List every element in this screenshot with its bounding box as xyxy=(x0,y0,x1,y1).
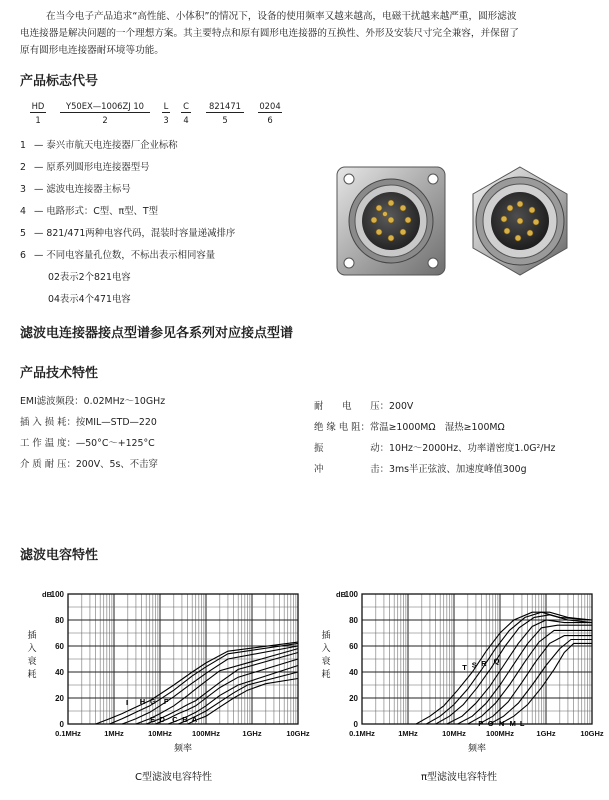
series-label-T: T xyxy=(462,663,467,672)
y-tick-label: 100 xyxy=(50,590,64,599)
series-label-F: F xyxy=(163,696,169,706)
spec-left-4 xyxy=(20,456,158,470)
legend-item-3 xyxy=(20,181,131,195)
x-tick-label: 10MHz xyxy=(148,729,172,738)
legend-num: 4 xyxy=(20,206,26,217)
x-tick-label: 1GHz xyxy=(242,729,262,738)
code-seg-text: 0204 xyxy=(259,101,281,111)
series-label-S: S xyxy=(471,660,477,670)
intro-line-2: 电连接器是解决问题的一个理想方案。其主要特点和原有圆形电连接器的互换性、外形及安装尺寸完全兼容，并保留了 xyxy=(20,28,519,39)
legend-item-2 xyxy=(20,159,149,173)
code-seg-3 xyxy=(162,101,170,125)
y-axis-label-char: 耗 xyxy=(27,670,37,680)
y-unit-label: dB xyxy=(42,590,52,599)
spec-right-1 xyxy=(314,398,413,412)
spec-label: 耐 电 压： xyxy=(314,401,390,412)
spec-right-2 xyxy=(314,419,505,433)
y-axis-label-char: 入 xyxy=(27,644,37,654)
series-label-H: H xyxy=(139,696,146,706)
code-seg-text: L xyxy=(163,101,169,111)
y-axis-label-char: 入 xyxy=(321,644,331,654)
legend-text: — 原系列圆形电连接器型号 xyxy=(34,162,150,173)
code-seg-text: 821471 xyxy=(206,101,244,113)
spec-label: 绝 缘 电 阻： xyxy=(314,422,370,433)
y-tick-label: 60 xyxy=(55,642,64,651)
spec-left-1 xyxy=(20,393,165,407)
intro-line-1: 在当今电子产品追求“高性能、小体积”的情况下，设备的使用频率又越来越高，电磁干扰越来越严重，圆形滤波 xyxy=(46,11,517,22)
legend-num: 6 xyxy=(20,250,26,261)
y-tick-label: 0 xyxy=(59,720,64,729)
y-tick-label: 40 xyxy=(55,668,64,677)
x-tick-label: 10GHz xyxy=(580,729,604,738)
series-label-L: L xyxy=(519,719,525,729)
contact-spectrum-title: 滤波电连接器接点型谱参见各系列对应接点型谱 xyxy=(20,326,294,341)
code-seg-text: HD xyxy=(31,101,45,111)
legend-num: 3 xyxy=(20,184,26,195)
legend-num: 5 xyxy=(20,228,26,239)
y-axis-label-char: 耗 xyxy=(321,670,331,680)
c-type-filter-chart xyxy=(16,586,310,754)
series-label-I: I xyxy=(125,698,129,708)
x-tick-label: 1MHz xyxy=(104,729,124,738)
y-axis-label-char: 衰 xyxy=(321,657,331,667)
series-label-R: R xyxy=(481,659,487,669)
spec-value: 0.02MHz～10GHz xyxy=(83,396,166,407)
series-label-O: O xyxy=(487,719,494,729)
x-tick-label: 0.1MHz xyxy=(349,729,375,738)
square-flange-connector-image xyxy=(333,163,449,279)
spec-label: 插 入 损 耗： xyxy=(20,417,76,428)
spec-label: EMI滤波频段： xyxy=(20,396,84,407)
code-seg-5 xyxy=(206,101,244,125)
spec-value: —50°C～+125°C xyxy=(75,438,155,449)
series-label-M: M xyxy=(509,719,516,729)
x-tick-label: 1GHz xyxy=(536,729,556,738)
code-seg-num: 6 xyxy=(267,115,273,125)
code-seg-2 xyxy=(60,101,150,125)
spec-value: 按MIL—STD—220 xyxy=(75,417,157,428)
y-tick-label: 60 xyxy=(349,642,358,651)
y-tick-label: 20 xyxy=(349,694,358,703)
legend-text: — 泰兴市航天电连接器厂企业标称 xyxy=(34,140,178,151)
legend-item-1 xyxy=(20,137,178,151)
y-axis-label-char: 插 xyxy=(27,631,37,641)
x-tick-label: 10GHz xyxy=(286,729,310,738)
round-nut-connector-image xyxy=(462,163,578,279)
capacitor-curve-title: 滤波电容特性 xyxy=(20,548,99,563)
x-tick-label: 100MHz xyxy=(486,729,514,738)
y-tick-label: 0 xyxy=(353,720,358,729)
spec-right-3 xyxy=(314,440,555,454)
spec-left-3 xyxy=(20,435,155,449)
y-tick-label: 100 xyxy=(344,590,358,599)
legend-item-4 xyxy=(20,203,158,217)
legend-item-6 xyxy=(20,247,215,261)
series-label-A: A xyxy=(191,715,198,724)
series-label-Q: Q xyxy=(493,656,500,666)
spec-label: 工 作 温 度： xyxy=(20,438,76,449)
spec-label: 振 动： xyxy=(314,443,390,454)
spec-left-2 xyxy=(20,414,157,428)
y-tick-label: 80 xyxy=(349,616,358,625)
series-label-D: D xyxy=(159,715,165,724)
y-tick-label: 40 xyxy=(349,668,358,677)
series-label-C: C xyxy=(172,715,178,724)
c-type-chart-caption: C型滤波电容特性 xyxy=(135,772,212,783)
spec-value: 3ms半正弦波、加速度峰值300g xyxy=(389,464,527,475)
legend-sub-1: 02表示2个821电容 xyxy=(48,272,131,283)
code-seg-num: 4 xyxy=(183,115,189,125)
spec-value: 常温≥1000MΩ 湿热≥100MΩ xyxy=(369,422,505,433)
pi-type-chart-caption: π型滤波电容特性 xyxy=(421,772,498,783)
pi-type-filter-chart xyxy=(310,586,604,754)
legend-num: 2 xyxy=(20,162,26,173)
code-seg-num: 1 xyxy=(35,115,41,125)
x-tick-label: 0.1MHz xyxy=(55,729,81,738)
code-seg-num: 2 xyxy=(102,115,108,125)
x-tick-label: 10MHz xyxy=(442,729,466,738)
marking-title: 产品标志代号 xyxy=(20,74,99,89)
series-label-G: G xyxy=(150,696,156,706)
series-line-A xyxy=(188,679,298,725)
series-line-S xyxy=(426,612,592,724)
intro-paragraph xyxy=(20,8,602,59)
legend-text: — 821/471两种电容代码，混装时容量递减排序 xyxy=(34,228,236,239)
series-label-N: N xyxy=(498,719,505,729)
x-axis-label: 频率 xyxy=(467,744,487,754)
legend-text: — 电路形式：C型、π型、T型 xyxy=(34,206,159,217)
y-unit-label: dB xyxy=(336,590,346,599)
y-axis-label-char: 衰 xyxy=(27,657,37,667)
series-label-P: P xyxy=(478,719,484,729)
legend-text: — 不同电容量孔位数，不标出表示相同容量 xyxy=(34,250,216,261)
code-seg-num: 5 xyxy=(222,115,228,125)
spec-label: 介 质 耐 压： xyxy=(20,459,76,470)
series-line-M xyxy=(490,640,592,725)
code-row xyxy=(24,101,294,131)
series-line-T xyxy=(416,612,592,724)
code-seg-6 xyxy=(258,101,282,125)
intro-line-3: 原有圆形电连接器耐环境等功能。 xyxy=(20,45,164,56)
x-axis-label: 频率 xyxy=(173,744,193,754)
code-seg-4 xyxy=(181,101,191,125)
x-tick-label: 1MHz xyxy=(398,729,418,738)
spec-value: 200V、5s、不击穿 xyxy=(75,459,158,470)
legend-num: 1 xyxy=(20,140,26,151)
x-tick-label: 100MHz xyxy=(192,729,220,738)
series-label-B: B xyxy=(182,715,188,724)
y-tick-label: 80 xyxy=(55,616,64,625)
legend-item-5 xyxy=(20,225,235,239)
legend-sub-2: 04表示4个471电容 xyxy=(48,294,131,305)
y-tick-label: 20 xyxy=(55,694,64,703)
spec-value: 10Hz～2000Hz、功率谱密度1.0G²/Hz xyxy=(389,443,556,454)
code-seg-text: C xyxy=(181,101,191,113)
spec-value: 200V xyxy=(389,401,414,412)
spec-label: 冲 击： xyxy=(314,464,390,475)
code-seg-1 xyxy=(30,101,46,125)
spec-right-4 xyxy=(314,461,527,475)
legend-text: — 滤波电连接器主标号 xyxy=(34,184,131,195)
code-seg-text: Y50EX—1006ZJ 10 xyxy=(60,101,150,113)
series-label-E: E xyxy=(150,715,156,724)
code-seg-num: 3 xyxy=(163,115,169,125)
specs-title: 产品技术特性 xyxy=(20,366,99,381)
y-axis-label-char: 插 xyxy=(321,631,331,641)
